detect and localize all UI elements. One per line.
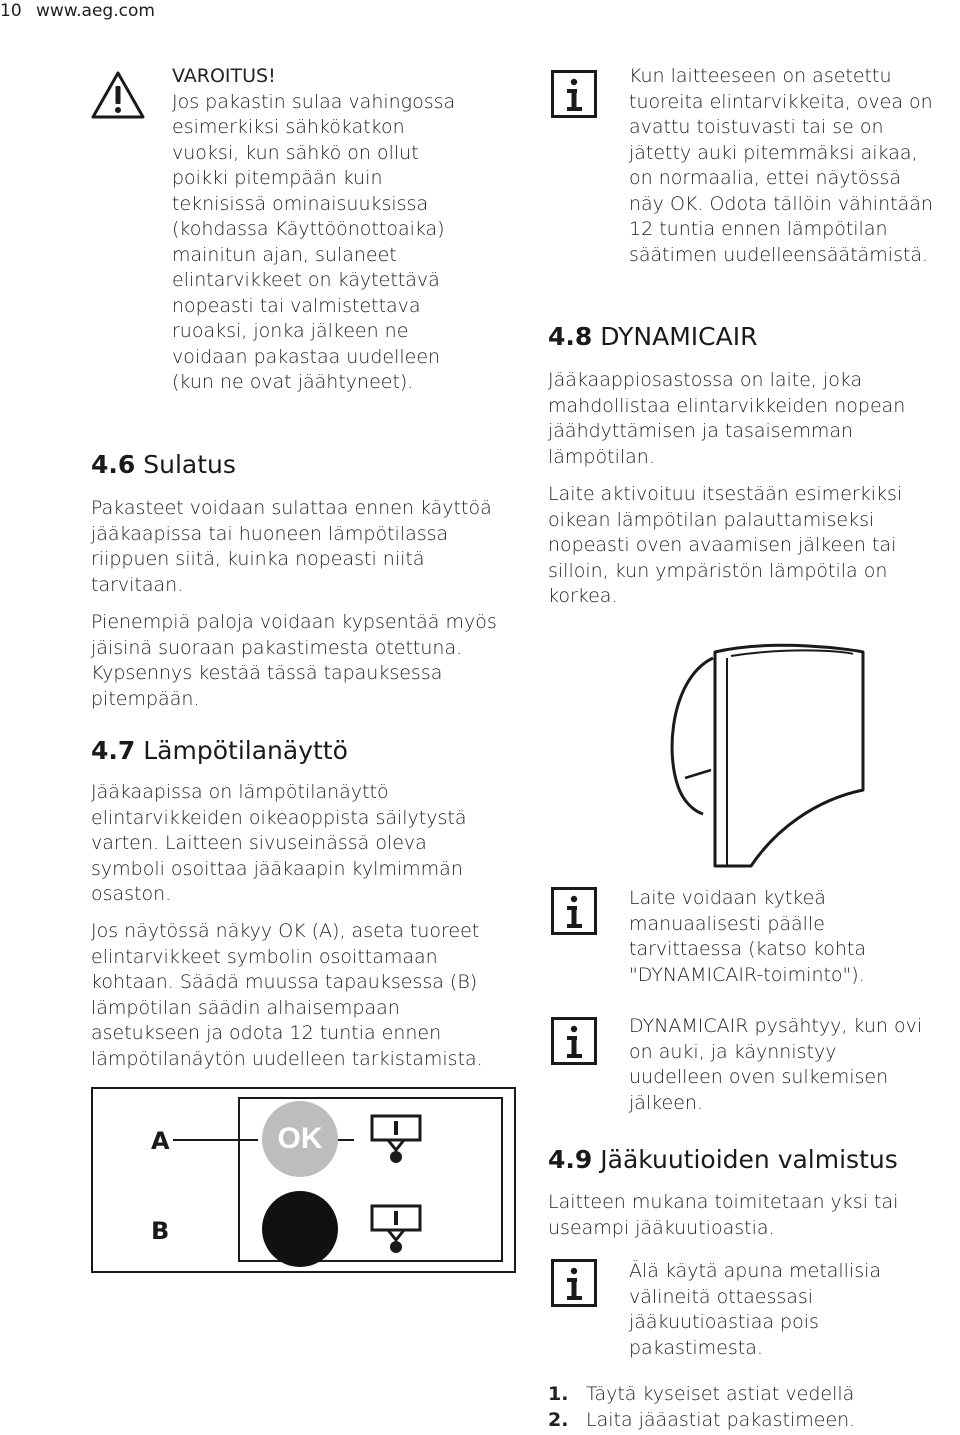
info-icon bbox=[551, 1259, 597, 1307]
coldest-zone-icon bbox=[368, 1113, 424, 1165]
info-icon bbox=[551, 1017, 597, 1065]
dynamicair-device-illustration bbox=[655, 630, 875, 870]
section-4-8-title: DYNAMICAIR bbox=[600, 322, 758, 351]
section-4-6-heading bbox=[91, 450, 236, 479]
info-icon bbox=[551, 887, 597, 935]
ok-indicator bbox=[262, 1101, 338, 1177]
step-1-number: 1. bbox=[548, 1383, 569, 1405]
info-icon bbox=[551, 70, 597, 118]
label-b: B bbox=[151, 1217, 170, 1245]
step-1 bbox=[548, 1381, 948, 1407]
step-2 bbox=[548, 1407, 948, 1433]
site-url: www.aeg.com bbox=[36, 1, 155, 21]
section-4-7-title: Lämpötilanäyttö bbox=[143, 736, 348, 765]
info-top-text: Kun laitteeseen on asetettu tuoreita elintarvikkeita, ovea on avattu toistuvasti tai se on jätetty auki pitemmäksi aikaa, on normaalia, ettei näytössä näy OK. Odota tällöin vähintään 12 tuntia ennen lämpötilan säätimen uudelleensäätämistä. bbox=[629, 65, 933, 266]
section-4-6-title: Sulatus bbox=[143, 450, 236, 479]
section-4-8-p2: Laite aktivoituu itsestään esimerkiksi oikean lämpötilan palauttamiseksi nopeasti oven avaamisen jälkeen tai silloin, kun ympäristön lämpötila on korkea. bbox=[548, 483, 903, 607]
section-4-7-heading bbox=[91, 736, 348, 765]
label-a: A bbox=[151, 1127, 170, 1155]
section-4-9-info-text: Älä käytä apuna metallisia välineitä ottaessasi jääkuutioastiaa pois pakastimesta. bbox=[629, 1260, 882, 1359]
ok-text: OK bbox=[277, 1122, 323, 1155]
indicator-panel bbox=[238, 1097, 503, 1262]
section-4-6-p1: Pakasteet voidaan sulattaa ennen käyttöä jääkaapissa tai huoneen lämpötilassa riippuen siitä, kuinka nopeasti niitä tarvitaan. bbox=[91, 497, 492, 596]
section-4-9-heading bbox=[548, 1145, 898, 1174]
section-4-8-number: 4.8 bbox=[548, 322, 593, 351]
section-4-9-number: 4.9 bbox=[548, 1145, 593, 1174]
not-ok-indicator bbox=[262, 1191, 338, 1267]
step-2-number: 2. bbox=[548, 1409, 569, 1431]
section-4-6-p2: Pienempiä paloja voidaan kypsentää myös jäisinä suoraan pakastimesta otettuna. Kypsennys kestää tässä tapauksessa pitempään. bbox=[91, 611, 497, 710]
temperature-indicator-figure bbox=[91, 1087, 516, 1273]
warning-text: Jos pakastin sulaa vahingossa esimerkiksi sähkökatkon vuoksi, kun sähkö on ollut poikki pitempään kuin teknisissä ominaisuuksissa (kohdassa Käyttöönottoaika) mainitun ajan, sulaneet elintarvikkeet on käytettävä nopeasti tai valmistettava ruoaksi, jonka jälkeen ne voidaan pakastaa uudelleen (kun ne ovat jäähtyneet). bbox=[172, 90, 456, 393]
section-4-6-number: 4.6 bbox=[91, 450, 136, 479]
step-1-text: Täytä kyseiset astiat vedellä bbox=[586, 1383, 855, 1405]
info-dynamicair-1-text: Laite voidaan kytkeä manuaalisesti päälle tarvittaessa (katso kohta "DYNAMICAIR-toiminto"). bbox=[629, 887, 866, 986]
warning-title: VAROITUS! bbox=[172, 65, 276, 87]
section-4-7-number: 4.7 bbox=[91, 736, 136, 765]
section-4-7-p1: Jääkaapissa on lämpötilanäyttö elintarvikkeiden oikeaoppista säilytystä varten. Laitteen sivuseinässä oleva symboli osoittaa jääkaapin kylmimmän osaston. bbox=[91, 781, 467, 905]
warning-block bbox=[172, 64, 462, 396]
section-4-9-title: Jääkuutioiden valmistus bbox=[600, 1145, 898, 1174]
step-2-text: Laita jääastiat pakastimeen. bbox=[586, 1409, 856, 1431]
warning-triangle-icon bbox=[90, 70, 146, 120]
section-4-9-p1: Laitteen mukana toimitetaan yksi tai useampi jääkuutioastia. bbox=[548, 1191, 899, 1239]
page-number: 10 bbox=[0, 1, 22, 21]
section-4-8-p1: Jääkaappiosastossa on laite, joka mahdollistaa elintarvikkeiden nopean jäähdyttämisen ja tasaisemman lämpötilan. bbox=[548, 369, 906, 468]
coldest-zone-icon-b bbox=[368, 1203, 424, 1255]
section-4-8-heading bbox=[548, 322, 757, 351]
ok-dash bbox=[338, 1139, 354, 1141]
ice-cube-steps bbox=[548, 1381, 948, 1433]
section-4-7-p2: Jos näytössä näkyy OK (A), aseta tuoreet elintarvikkeet symbolin osoittamaan kohtaan. Säädä muussa tapauksessa (B) lämpötilan säädin alhaisempaan asetukseen ja odota 12 tuntia ennen lämpötilanäytön uudelleen tarkistamista. bbox=[91, 920, 483, 1070]
info-dynamicair-2-text: DYNAMICAIR pysähtyy, kun ovi on auki, ja käynnistyy uudelleen oven sulkemisen jälkeen. bbox=[629, 1015, 923, 1114]
